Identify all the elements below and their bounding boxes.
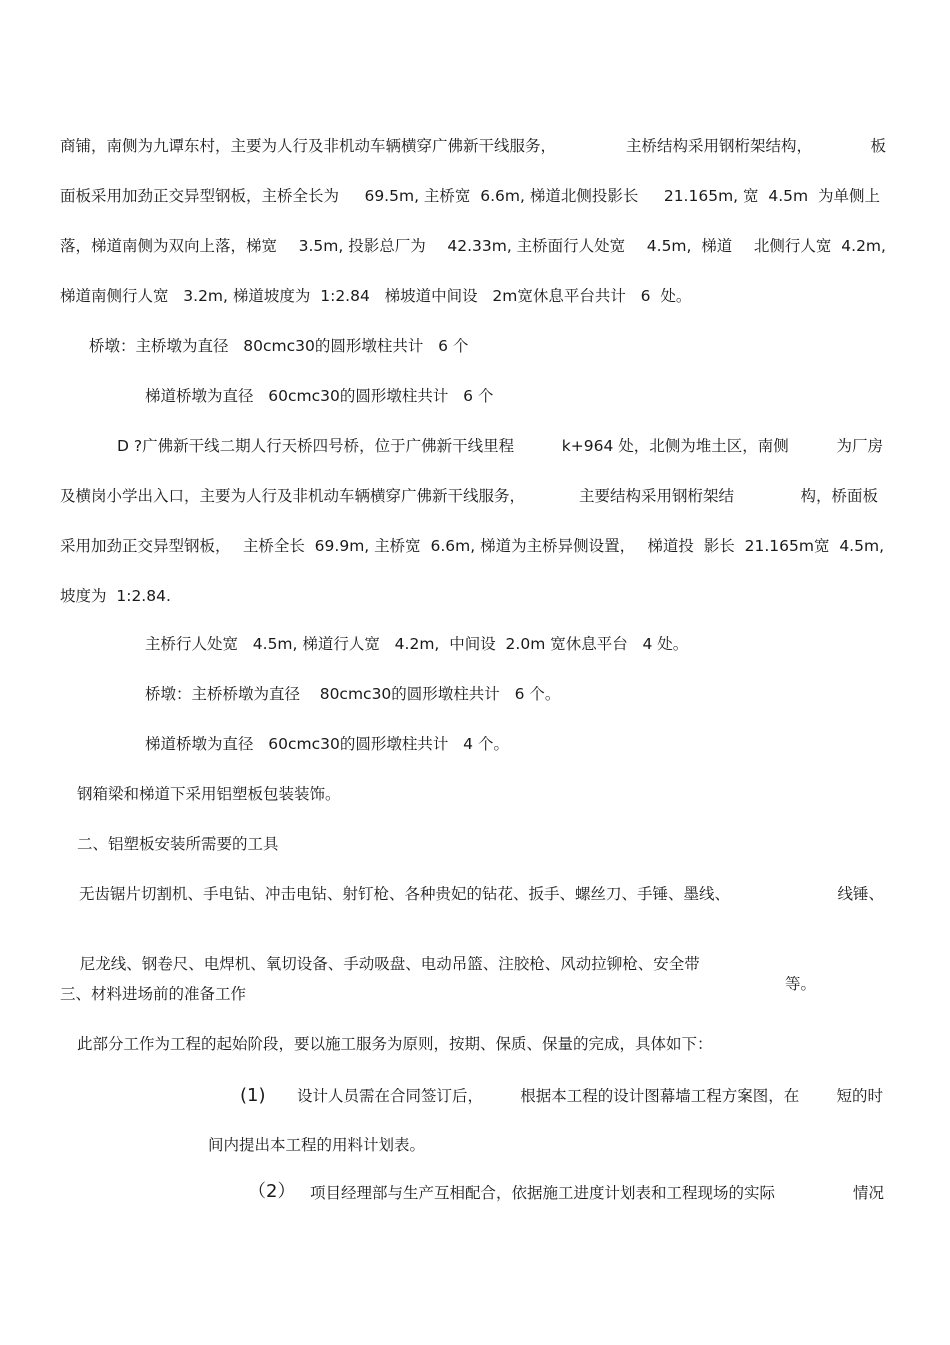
text-segment: 商铺，南侧为九谭东村，主要为人行及非机动车辆横穿广佛新干线服务， (60, 137, 557, 155)
text-segment: 设计人员需在合同签订后， (297, 1087, 484, 1105)
text-segment: 主桥结构采用钢桁架结构， (626, 137, 813, 155)
paragraph2-line2 (60, 486, 878, 506)
pier2-text: 桥墩：主桥桥墩为直径 80cmc30的圆形墩柱共计 6 个。 (145, 685, 561, 703)
text-segment: 69.5m, 主桥宽 6.6m, 梯道北侧投影长 (364, 187, 639, 205)
paragraph2-line4: 坡度为 1:2.84. (60, 587, 171, 605)
item2-number: （2） (248, 1181, 296, 1202)
text-segment: 等。 (785, 975, 817, 993)
text-segment: 落，梯道南侧为双向上落，梯宽 (60, 237, 278, 255)
section2-heading: 二、铝塑板安装所需要的工具 (77, 835, 279, 853)
stair-pier1-text: 梯道桥墩为直径 60cmc30的圆形墩柱共计 6 个 (145, 387, 494, 405)
paragraph2-line1 (117, 436, 883, 456)
text-segment: 板 (870, 137, 886, 155)
text-segment: 主桥全长 69.9m, 主桥宽 6.6m, 梯道为主桥异侧设置， (242, 537, 636, 555)
item2-line1 (310, 1183, 884, 1203)
text-segment: 梯道投 影长 21.165m宽 4.5m, (647, 537, 884, 555)
text-segment: D ?广佛新干线二期人行天桥四号桥，位于广佛新干线里程 (117, 437, 515, 455)
text-segment: 短的时 (836, 1087, 883, 1105)
pier1-text: 桥墩：主桥墩为直径 80cmc30的圆形墩柱共计 6 个 (89, 337, 469, 355)
text-segment: 采用加劲正交异型钢板， (60, 537, 231, 555)
intro-text: 此部分工作为工程的起始阶段，要以施工服务为原则，按期、保质、保量的完成，具体如下： (77, 1035, 713, 1053)
paragraph2-line3 (60, 536, 884, 556)
text-segment: 4.5m, 梯道 (646, 237, 733, 255)
paragraph1-line1 (60, 136, 886, 156)
section3-heading: 三、材料进场前的准备工作 (60, 985, 247, 1003)
paragraph1-line2 (60, 186, 880, 206)
text-segment: 3.5m, 投影总厂为 (298, 237, 426, 255)
text-segment: 面板采用加劲正交异型钢板，主桥全长为 (60, 187, 340, 205)
text-segment: 线锤、 (837, 885, 884, 903)
stair-pier2-text: 梯道桥墩为直径 60cmc30的圆形墩柱共计 4 个。 (145, 735, 509, 753)
item1-number: (1) (240, 1085, 266, 1106)
text-segment: 21.165m, 宽 4.5m 为单侧上 (663, 187, 880, 205)
text-segment: 无齿锯片切割机、手电钻、冲击电钻、射钉枪、各种贵妃的钻花、扳手、螺丝刀、手锤、墨线、 (79, 885, 731, 903)
text-segment: 主要结构采用钢桁架结 (579, 487, 735, 505)
text-segment: 尼龙线、钢卷尺、电焊机、氧切设备、手动吸盘、电动吊篮、注胶枪、风动拉铆枪、安全带 (79, 955, 700, 973)
text-segment: 项目经理部与生产互相配合，依据施工进度计划表和工程现场的实际 (310, 1184, 776, 1202)
bridge2-width-text: 主桥行人处宽 4.5m, 梯道行人宽 4.2m, 中间设 2.0m 宽休息平台 4 处。 (145, 635, 689, 653)
item1-line2: 间内提出本工程的用料计划表。 (208, 1136, 426, 1154)
text-segment: 构，桥面板 (800, 487, 878, 505)
text-segment: 北侧行人宽 4.2m, (753, 237, 886, 255)
text-segment: 为厂房 (836, 437, 883, 455)
paragraph1-line3 (60, 236, 886, 256)
text-segment: k+964 处，北侧为堆土区，南侧 (561, 437, 789, 455)
text-segment: 情况 (852, 1184, 884, 1202)
decoration-text: 钢箱梁和梯道下采用铝塑板包装装饰。 (77, 785, 341, 803)
item1-line1 (297, 1086, 883, 1106)
tools-line1 (79, 884, 884, 904)
paragraph1-line4: 梯道南侧行人宽 3.2m, 梯道坡度为 1:2.84 梯坡道中间设 2m宽休息平台共计 6 处。 (60, 287, 692, 305)
text-segment: 42.33m, 主桥面行人处宽 (447, 237, 626, 255)
text-segment: 及横岗小学出入口，主要为人行及非机动车辆横穿广佛新干线服务， (60, 487, 526, 505)
text-segment: 根据本工程的设计图幕墙工程方案图，在 (520, 1087, 800, 1105)
